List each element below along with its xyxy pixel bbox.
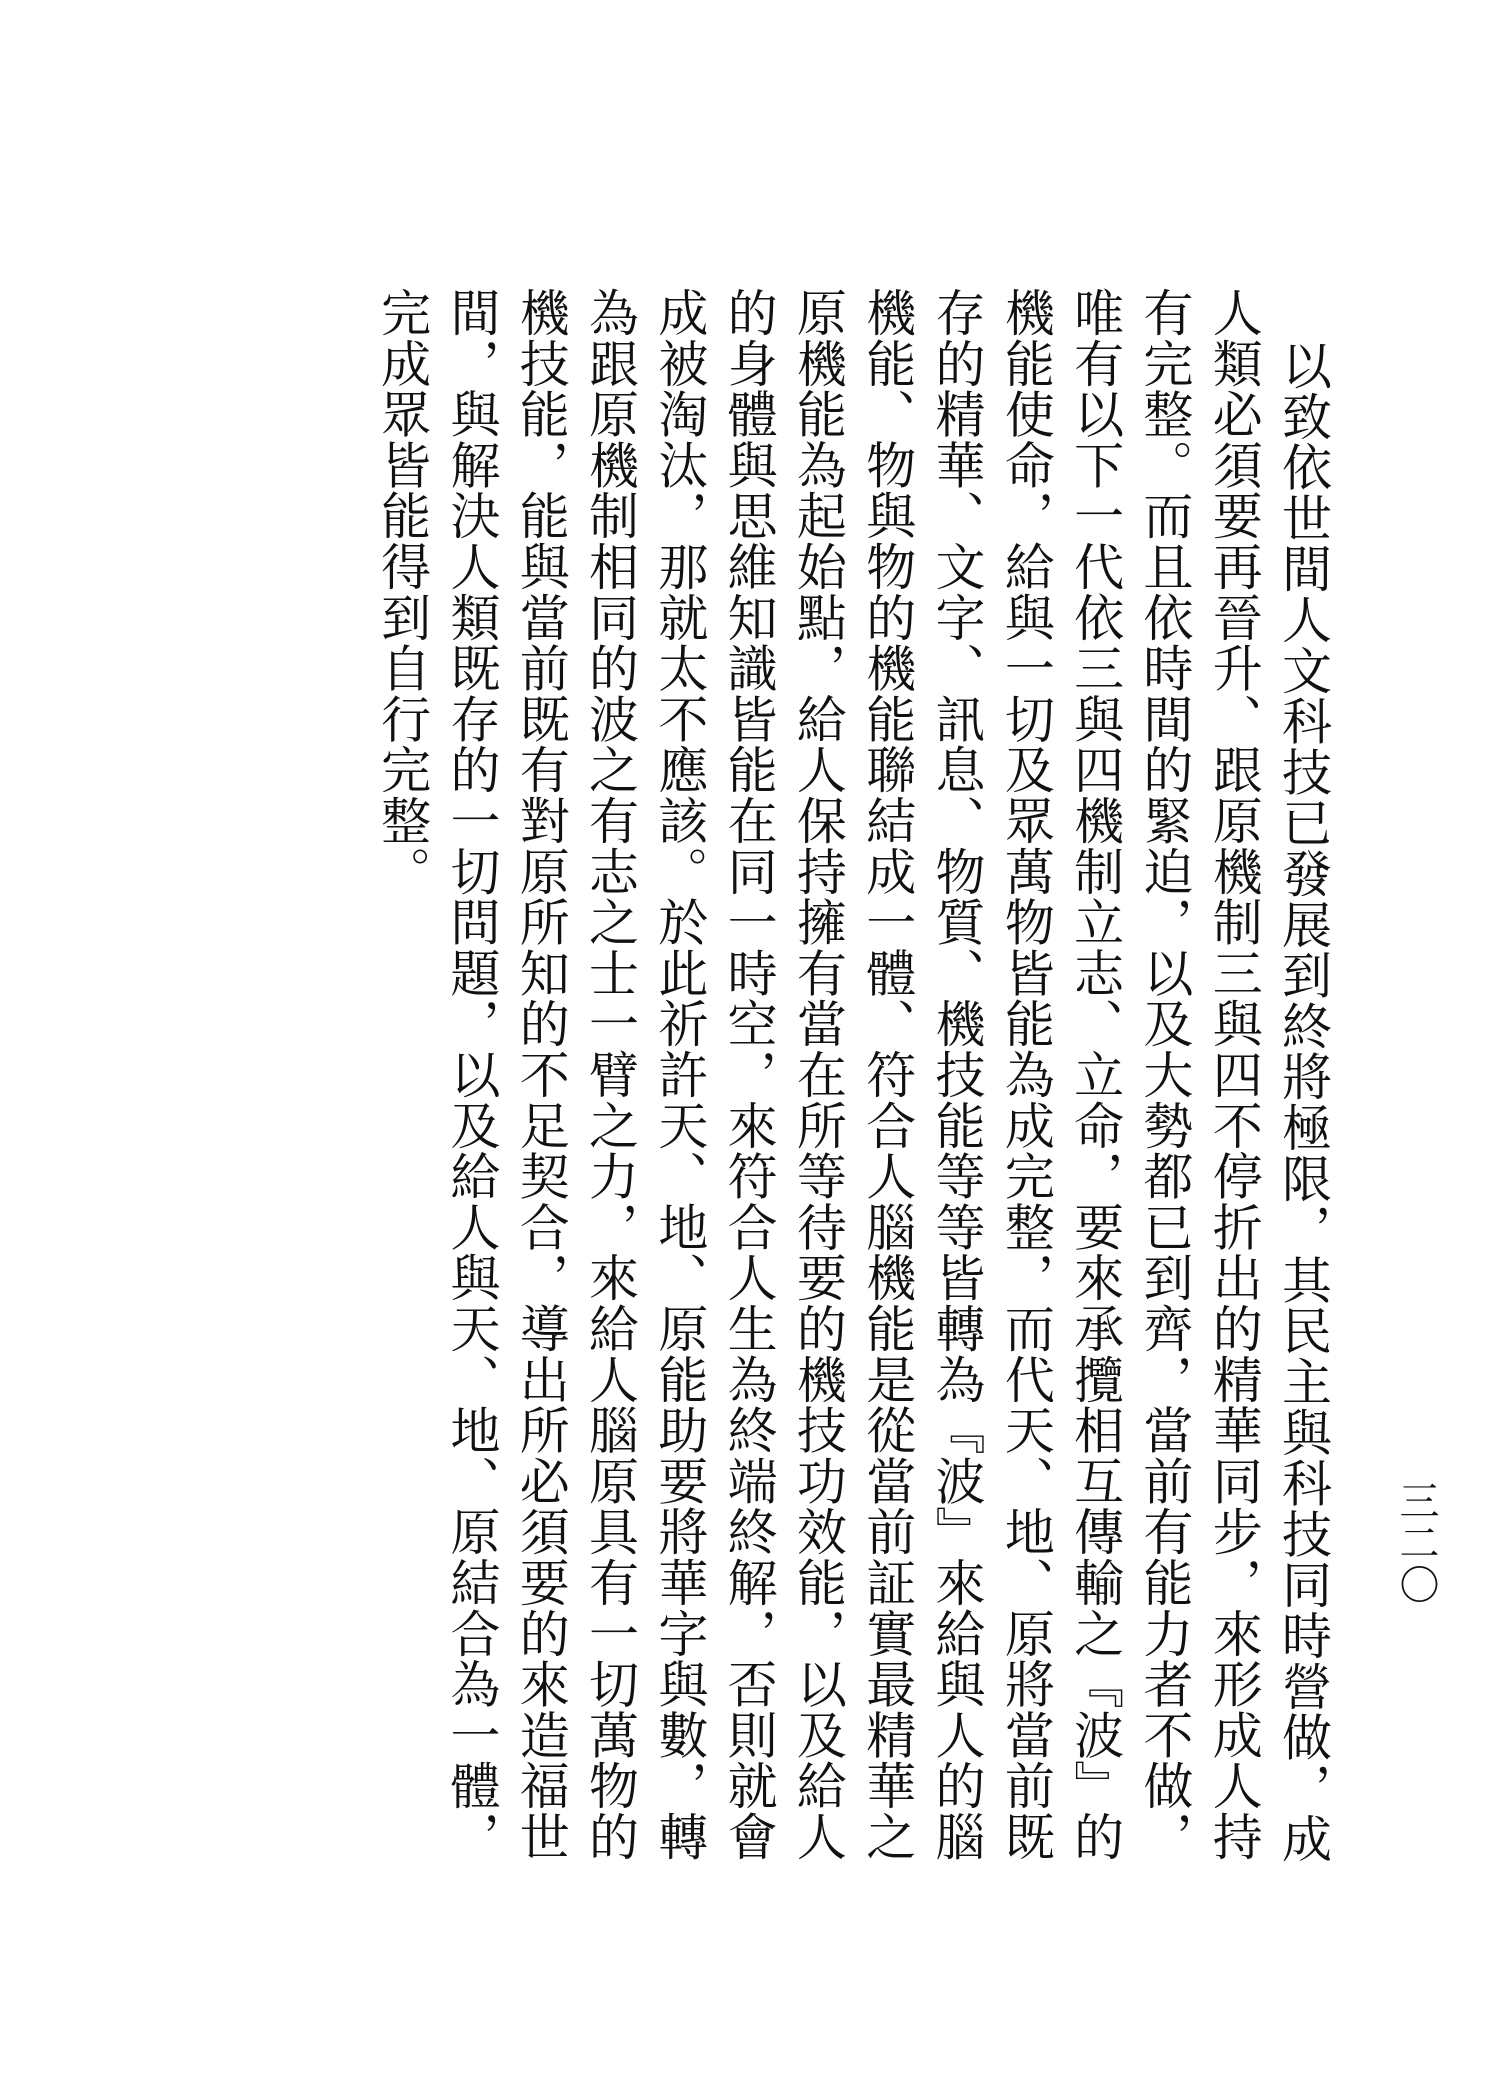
page-number: 三二〇 xyxy=(1393,1480,1439,1606)
body-text-block xyxy=(373,287,1337,1887)
body-paragraph: 以致依世間人文科技已發展到終將極限，其民主與科技同時營做，成人類必須要再晉升、跟原機制三與四不停折出的精華同步，來形成人持有完整。而且依時間的緊迫，以及大勢都已到齊，當前有能力者不做，唯有以下一代依三與四機制立志、立命，要來承攬相互傳輸之『波』的機能使命，給與一切及眾萬物皆能為成完整，而代天、地、原將當前既存的精華、文字、訊息、物質、機技能等等皆轉為『波』來給與人的腦機能、物與物的機能聯結成一體、符合人腦機能是從當前証實最精華之原機能為起始點，給人保持擁有當在所等待要的機技功效能，以及給人的身體與思維知識皆能在同一時空，來符合人生為終端終解，否則就會成被淘汰，那就太不應該。於此祈許天、地、原能助要將華字與數，轉為跟原機制相同的波之有志之士一臂之力，來給人腦原具有一切萬物的機技能，能與當前既有對原所知的不足契合，導出所必須要的來造福世間，與解決人類既存的一切問題，以及給人與天、地、原結合為一體，完成眾皆能得到自行完整。 xyxy=(373,287,1332,1864)
